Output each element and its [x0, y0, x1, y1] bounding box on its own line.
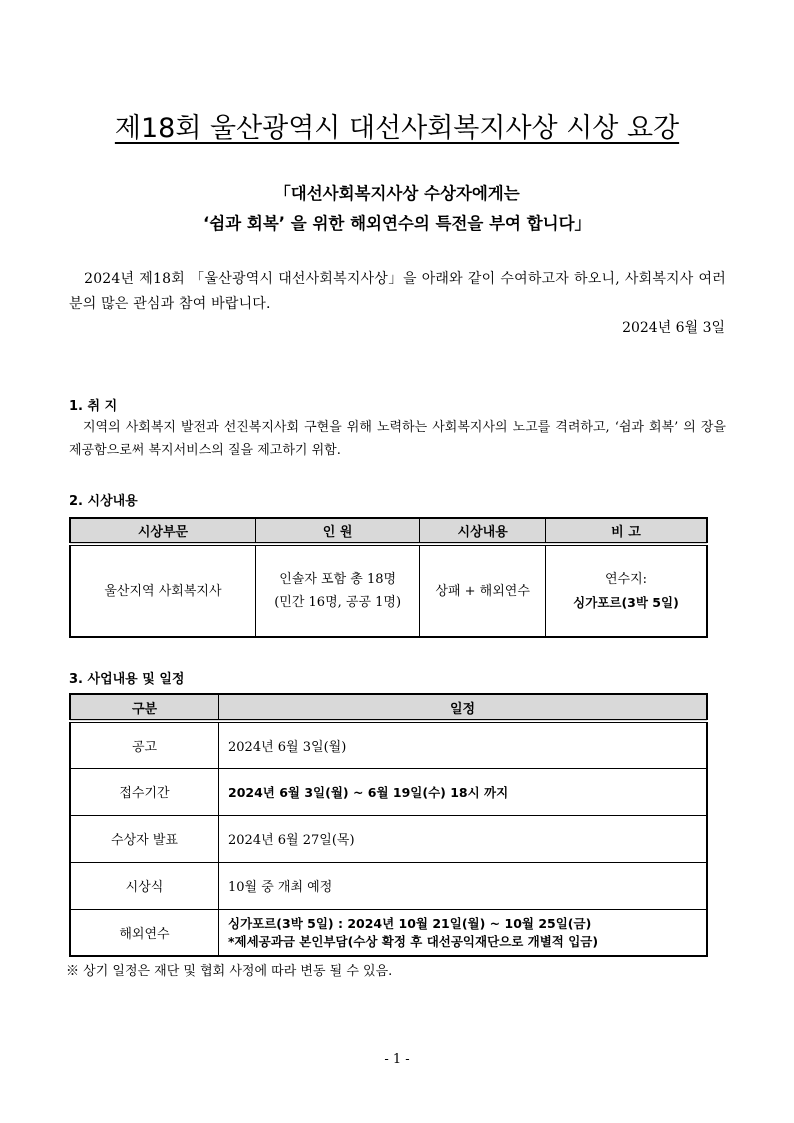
award-table [69, 517, 708, 638]
section-1-heading: 1. 취 지 [69, 399, 118, 414]
schedule-label: 수상자 발표 [70, 815, 219, 862]
schedule-table [69, 693, 708, 957]
schedule-label: 시상식 [70, 862, 219, 909]
table-row [70, 862, 707, 909]
award-category: 울산지역 사회복지사 [70, 544, 255, 637]
section-3-heading: 3. 사업내용 및 일정 [69, 672, 185, 687]
schedule-label: 공고 [70, 721, 219, 768]
schedule-value: 10월 중 개최 예정 [219, 862, 708, 909]
schedule-value: 2024년 6월 3일(월) [219, 721, 708, 768]
schedule-value [219, 909, 708, 956]
award-header-people: 인 원 [255, 518, 419, 544]
schedule-value-line-2: *제세공과금 본인부담(수상 확정 후 대선공익재단으로 개별적 입금) [228, 934, 599, 950]
award-header-note: 비 고 [545, 518, 707, 544]
schedule-value: 2024년 6월 27일(목) [219, 815, 708, 862]
document-title: 제18회 울산광역시 대선사회복지사상 시상 요강 [114, 113, 680, 144]
table-row [70, 721, 707, 768]
schedule-header-category: 구분 [70, 694, 219, 721]
award-people-line-2: (민간 16명, 공공 1명) [274, 595, 402, 610]
table-row [70, 815, 707, 862]
subtitle-line-1: 「대선사회복지사상 수상자에게는 [274, 184, 520, 203]
schedule-header-schedule: 일정 [219, 694, 708, 721]
schedule-label: 접수기간 [70, 768, 219, 815]
schedule-value-line-1: 싱가포르(3박 5일) : 2024년 10월 21일(월) ~ 10월 25일(금) [228, 916, 592, 932]
intro-paragraph: 2024년 제18회 「울산광역시 대선사회복지사상」을 아래와 같이 수여하고자 하오니, 사회복지사 여러분의 많은 관심과 참여 바랍니다. [69, 271, 726, 312]
table-row [70, 544, 707, 637]
schedule-value: 2024년 6월 3일(월) ~ 6월 19일(수) 18시 까지 [219, 768, 708, 815]
page-number: - 1 - [384, 1052, 410, 1067]
table-row [70, 909, 707, 956]
award-content: 상패 + 해외연수 [420, 544, 546, 637]
award-people-line-1: 인솔자 포함 총 18명 [279, 572, 397, 587]
document-date: 2024년 6월 3일 [622, 320, 725, 336]
subtitle-line-2: ‘쉼과 회복’ 을 위한 해외연수의 특전을 부여 합니다」 [202, 214, 592, 233]
section-2-heading: 2. 시상내용 [69, 494, 138, 509]
award-header-content: 시상내용 [420, 518, 546, 544]
award-note [545, 544, 707, 637]
award-note-line-2: 싱가포르(3박 5일) [573, 595, 679, 610]
award-note-line-1: 연수지: [604, 572, 648, 587]
award-header-category: 시상부문 [70, 518, 255, 544]
section-1-body: 지역의 사회복지 발전과 선진복지사회 구현을 위해 노력하는 사회복지사의 노고를 격려하고, ‘쉼과 회복’ 의 장을 제공함으로써 복지서비스의 질을 제고하기 위함. [69, 420, 726, 458]
footnote: ※ 상기 일정은 재단 및 협회 사정에 따라 변동 될 수 있음. [66, 964, 393, 979]
award-people [255, 544, 419, 637]
schedule-label: 해외연수 [70, 909, 219, 956]
table-row [70, 768, 707, 815]
